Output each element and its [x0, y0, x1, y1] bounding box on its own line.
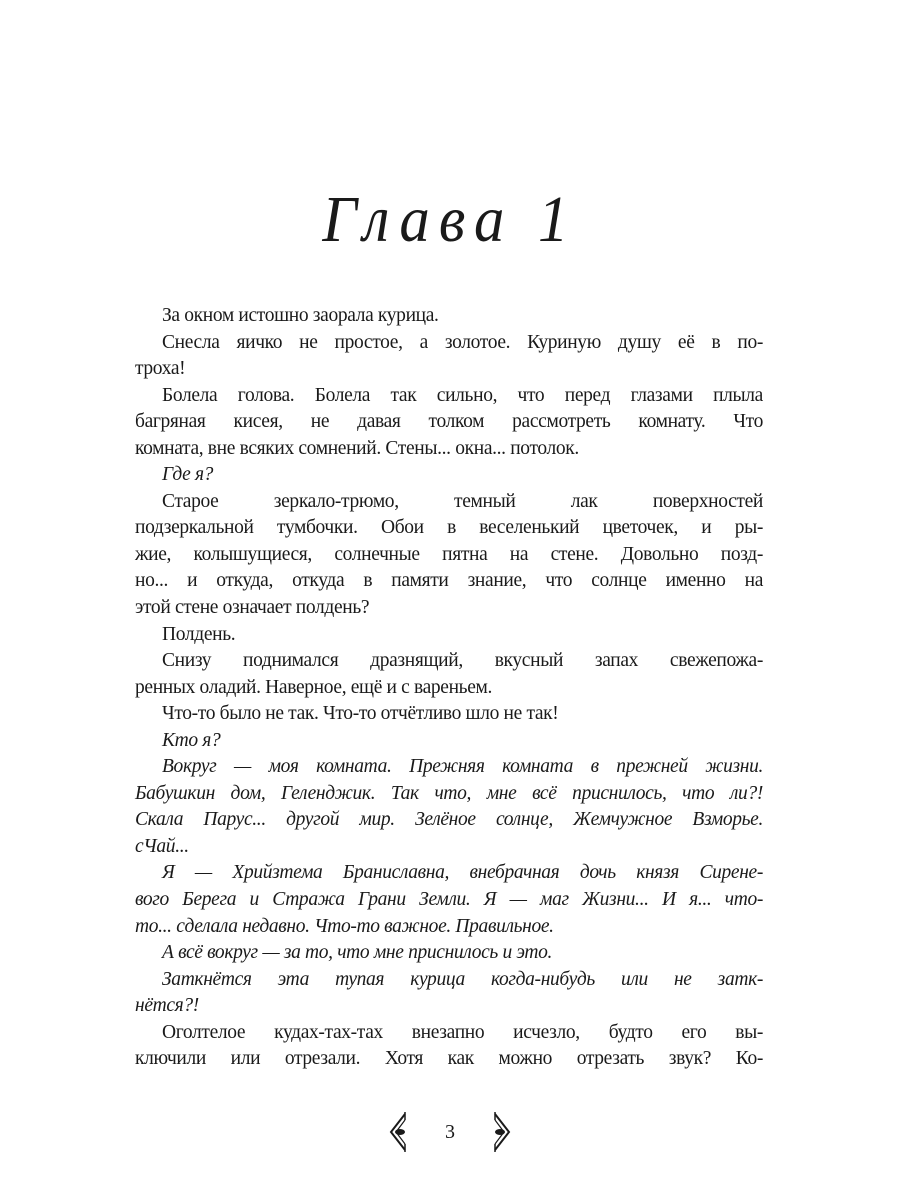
- text-line: Где я?: [162, 464, 214, 486]
- text-line: Вокруг — моя комната. Прежняя комната в прежней жизни.: [162, 756, 763, 778]
- text-line: Кто я?: [162, 729, 221, 751]
- text-line: багряная кисея, не давая толком рассмотреть комнату. Что: [135, 411, 763, 433]
- text-line: вого Берега и Стража Грани Земли. Я — маг Жизни... И я... что-: [135, 889, 763, 911]
- text-line: А всё вокруг — за то, что мне приснилось и это.: [162, 942, 553, 964]
- text-line: Полдень.: [162, 623, 236, 645]
- text-line: За окном истошно заорала курица.: [162, 305, 439, 326]
- text-line: Снизу поднимался дразнящий, вкусный запах свежепожа-: [162, 650, 763, 672]
- right-ornament-icon: [489, 1110, 513, 1154]
- text-line: Что-то было не так. Что-то отчётливо шло не так!: [162, 703, 559, 725]
- chapter-title: Глава 1: [322, 183, 578, 256]
- text-line: Бабушкин дом, Геленджик. Так что, мне всё приснилось, что ли?!: [135, 782, 763, 804]
- text-line: сЧай...: [135, 835, 189, 857]
- text-line: Заткнётся эта тупая курица когда-нибудь или не затк-: [162, 968, 763, 990]
- text-line: Скала Парус... другой мир. Зелёное солнце, Жемчужное Взморье.: [135, 809, 763, 831]
- text-line: подзеркальной тумбочки. Обои в веселенький цветочек, и ры-: [135, 517, 763, 539]
- text-line: комната, вне всяких сомнений. Стены... окна... потолок.: [135, 437, 579, 459]
- text-line: Я — Хрийзтема Браниславна, внебрачная дочь князя Сирене-: [162, 862, 763, 884]
- text-line: жие, колышущиеся, солнечные пятна на стене. Довольно позд-: [135, 543, 763, 565]
- text-line: ключили или отрезали. Хотя как можно отрезать звук? Ко-: [135, 1048, 763, 1070]
- text-line: троха!: [135, 358, 186, 380]
- page-footer: [0, 1110, 900, 1154]
- text-line: Старое зеркало-трюмо, темный лак поверхностей: [162, 490, 763, 512]
- text-line: Болела голова. Болела так сильно, что перед глазами плыла: [162, 384, 763, 406]
- text-line: Снесла яичко не простое, а золотое. Куриную душу её в по-: [162, 331, 763, 353]
- text-line: то... сделала недавно. Что-то важное. Правильное.: [135, 915, 554, 937]
- text-line: нётся?!: [135, 995, 199, 1017]
- text-line: но... и откуда, откуда в памяти знание, что солнце именно на: [135, 570, 763, 592]
- text-line: Оголтелое кудах-тах-тах внезапно исчезло, будто его вы-: [162, 1021, 763, 1043]
- body-text: [135, 303, 763, 1073]
- left-ornament-icon: [387, 1110, 411, 1154]
- page-number: 3: [445, 1120, 455, 1143]
- text-line: этой стене означает полдень?: [135, 597, 370, 619]
- text-line: ренных оладий. Наверное, ещё и с вареньем.: [135, 676, 493, 698]
